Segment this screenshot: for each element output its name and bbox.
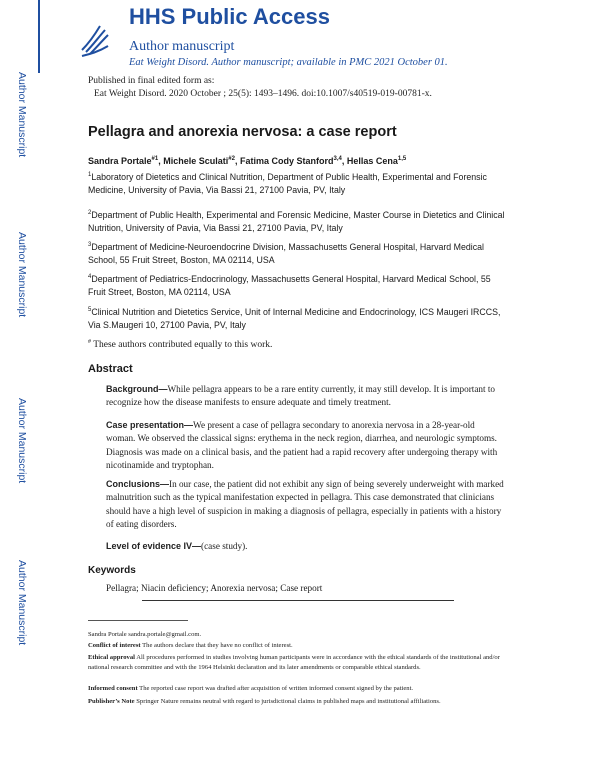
- author-manuscript-subtitle: Author manuscript: [129, 39, 235, 54]
- sidebar-label-author-manuscript: Author Manuscript: [16, 398, 28, 484]
- footnote-item: [88, 684, 518, 694]
- abstract-background: [106, 383, 506, 410]
- footnote-item: [88, 697, 518, 707]
- abstract-text: We present a case of pellagra secondary to anorexia nervosa in a 28-year-old woman. We observed the classical signs: erythema in the neck region, diarrhea, and neurologic symptoms. Diagnosis was made on a clinical basis, and the patient had a rapid recovery after undergoing therapy with nicotinamide and tryptophan.: [106, 420, 498, 470]
- footnote-label: Ethical approval: [88, 654, 135, 661]
- affiliation-text: Clinical Nutrition and Dietetics Service, Unit of Internal Medicine and Endocrinology, ICS Maugeri IRCCS, Via S.Maugeri 10, 27100 Pavia, PV, Italy: [88, 306, 501, 331]
- keywords-list: Pellagra; Niacin deficiency; Anorexia nervosa; Case report: [106, 583, 323, 593]
- affiliation-number: 1: [88, 172, 92, 178]
- keywords-heading: Keywords: [88, 565, 136, 576]
- abstract-lead: Case presentation—: [106, 420, 194, 430]
- citation-line: Eat Weight Disord. 2020 October ; 25(5): 1493–1496. doi:10.1007/s40519-019-00781-x.: [94, 89, 432, 99]
- author-name: Sandra Portale: [88, 156, 152, 166]
- author-name: Fatima Cody Stanford: [239, 156, 334, 166]
- article-title: Pellagra and anorexia nervosa: a case report: [88, 124, 397, 140]
- abstract-case-presentation: [106, 419, 506, 472]
- sidebar-label-author-manuscript: Author Manuscript: [16, 560, 28, 646]
- footnote-divider: [88, 620, 188, 621]
- affiliation-text: Department of Pediatrics-Endocrinology, Massachusetts General Hospital, Harvard Medical School, 55 Fruit Street, Boston, MA 02114, USA: [88, 273, 491, 298]
- abstract-heading: Abstract: [88, 363, 133, 375]
- footnote-item: [88, 641, 518, 651]
- footnote-text: The authors declare that they have no conflict of interest.: [142, 642, 293, 649]
- author-name: Hellas Cena: [346, 156, 398, 166]
- footnote-text: All procedures performed in studies involving human participants were in accordance with the ethical standards of the institutional and/or national research committee and with the 1964 Helsinki declaration and its later amendments or comparable ethical standards.: [88, 654, 500, 671]
- hhs-eagle-logo-icon: [78, 20, 112, 60]
- footnote-label: Informed consent: [88, 685, 138, 692]
- abstract-lead: Level of evidence IV—: [106, 541, 202, 551]
- author-name: Michele Sculati: [163, 156, 229, 166]
- sidebar-label-author-manuscript: Author Manuscript: [16, 232, 28, 318]
- abstract-lead: Background—: [106, 384, 168, 394]
- affiliation: [88, 304, 508, 333]
- affiliation: [88, 239, 508, 268]
- author-sup: 3,4: [333, 156, 342, 162]
- affiliation-number: 5: [88, 307, 92, 313]
- footnote-contact: Sandra Portale sandra.portale@gmail.com.: [88, 631, 202, 638]
- affiliation: [88, 207, 508, 236]
- affiliation-text: Laboratory of Dietetics and Clinical Nutrition, Department of Public Health, Experimental and Forensic Medicine, University of Pavia, Via Bassi 21, 27100 Pavia, PV, Italy: [88, 171, 487, 196]
- affiliation: [88, 169, 508, 198]
- sidebar-label-author-manuscript: Author Manuscript: [16, 72, 28, 158]
- equal-contribution-note: [88, 339, 272, 350]
- published-in-label: Published in final edited form as:: [88, 76, 215, 86]
- abstract-level-of-evidence: [106, 540, 506, 553]
- footnote-item: [88, 653, 518, 673]
- affiliation-number: 2: [88, 210, 92, 216]
- affiliation-text: Department of Public Health, Experimental and Forensic Medicine, Master Course in Dietetics and Clinical Nutrition, University of Pavia, Via Bassi 21, 27100 Pavia, PV, Italy: [88, 209, 505, 234]
- author-sup: 1,5: [397, 156, 407, 162]
- affiliation-number: 3: [88, 242, 92, 248]
- author-sup: #2: [228, 156, 235, 162]
- footnote-text: Springer Nature remains neutral with regard to jurisdictional claims in published maps and institutional affiliations.: [136, 698, 441, 705]
- author-list: Sandra Portale$^{\#1}$, Michele Sculati$^{\#2}$, Fatima Cody Stanford$^{3,4}$, Hellas Cena$^{1,5}$: [88, 156, 407, 166]
- abstract-conclusions: [106, 478, 506, 531]
- abstract-text: While pellagra appears to be a rare entity currently, it may still develop. It is important to recognize how the disease manifests to ensure adequate and timely treatment.: [106, 384, 496, 408]
- equal-note-mark: #: [88, 339, 91, 345]
- abstract-text: (case study).: [201, 541, 248, 551]
- abstract-lead: Conclusions—: [106, 479, 170, 489]
- footnote-label: Publisher’s Note: [88, 698, 135, 705]
- hhs-public-access-title: HHS Public Access: [129, 4, 330, 29]
- header-divider: [38, 0, 40, 73]
- section-divider: [142, 600, 454, 601]
- affiliation-text: Department of Medicine-Neuroendocrine Division, Massachusetts General Hospital, Harvard Medical School, 55 Fruit Street, Boston, MA 02114, USA: [88, 241, 484, 266]
- abstract-text: In our case, the patient did not exhibit any sign of being severely underweight with marked malnutrition such as the typical manifestation expected in pellagra. This case demonstrated that clinicians should have a high level of suspicion in making a diagnosis of pellagra, especially in patients with a history of eating disorders.: [106, 479, 504, 529]
- journal-availability-line: [129, 57, 448, 68]
- affiliation-number: 4: [88, 274, 92, 280]
- footnote-label: Conflict of interest: [88, 642, 141, 649]
- affiliation: [88, 271, 508, 300]
- equal-note-text: These authors contributed equally to this work.: [93, 340, 273, 351]
- journal-availability-text: Eat Weight Disord. Author manuscript; available in PMC 2021 October 01.: [129, 57, 448, 68]
- footnote-text: The reported case report was drafted after acquisition of written informed consent signed by the patient.: [139, 685, 414, 692]
- author-sup: #1: [151, 156, 159, 162]
